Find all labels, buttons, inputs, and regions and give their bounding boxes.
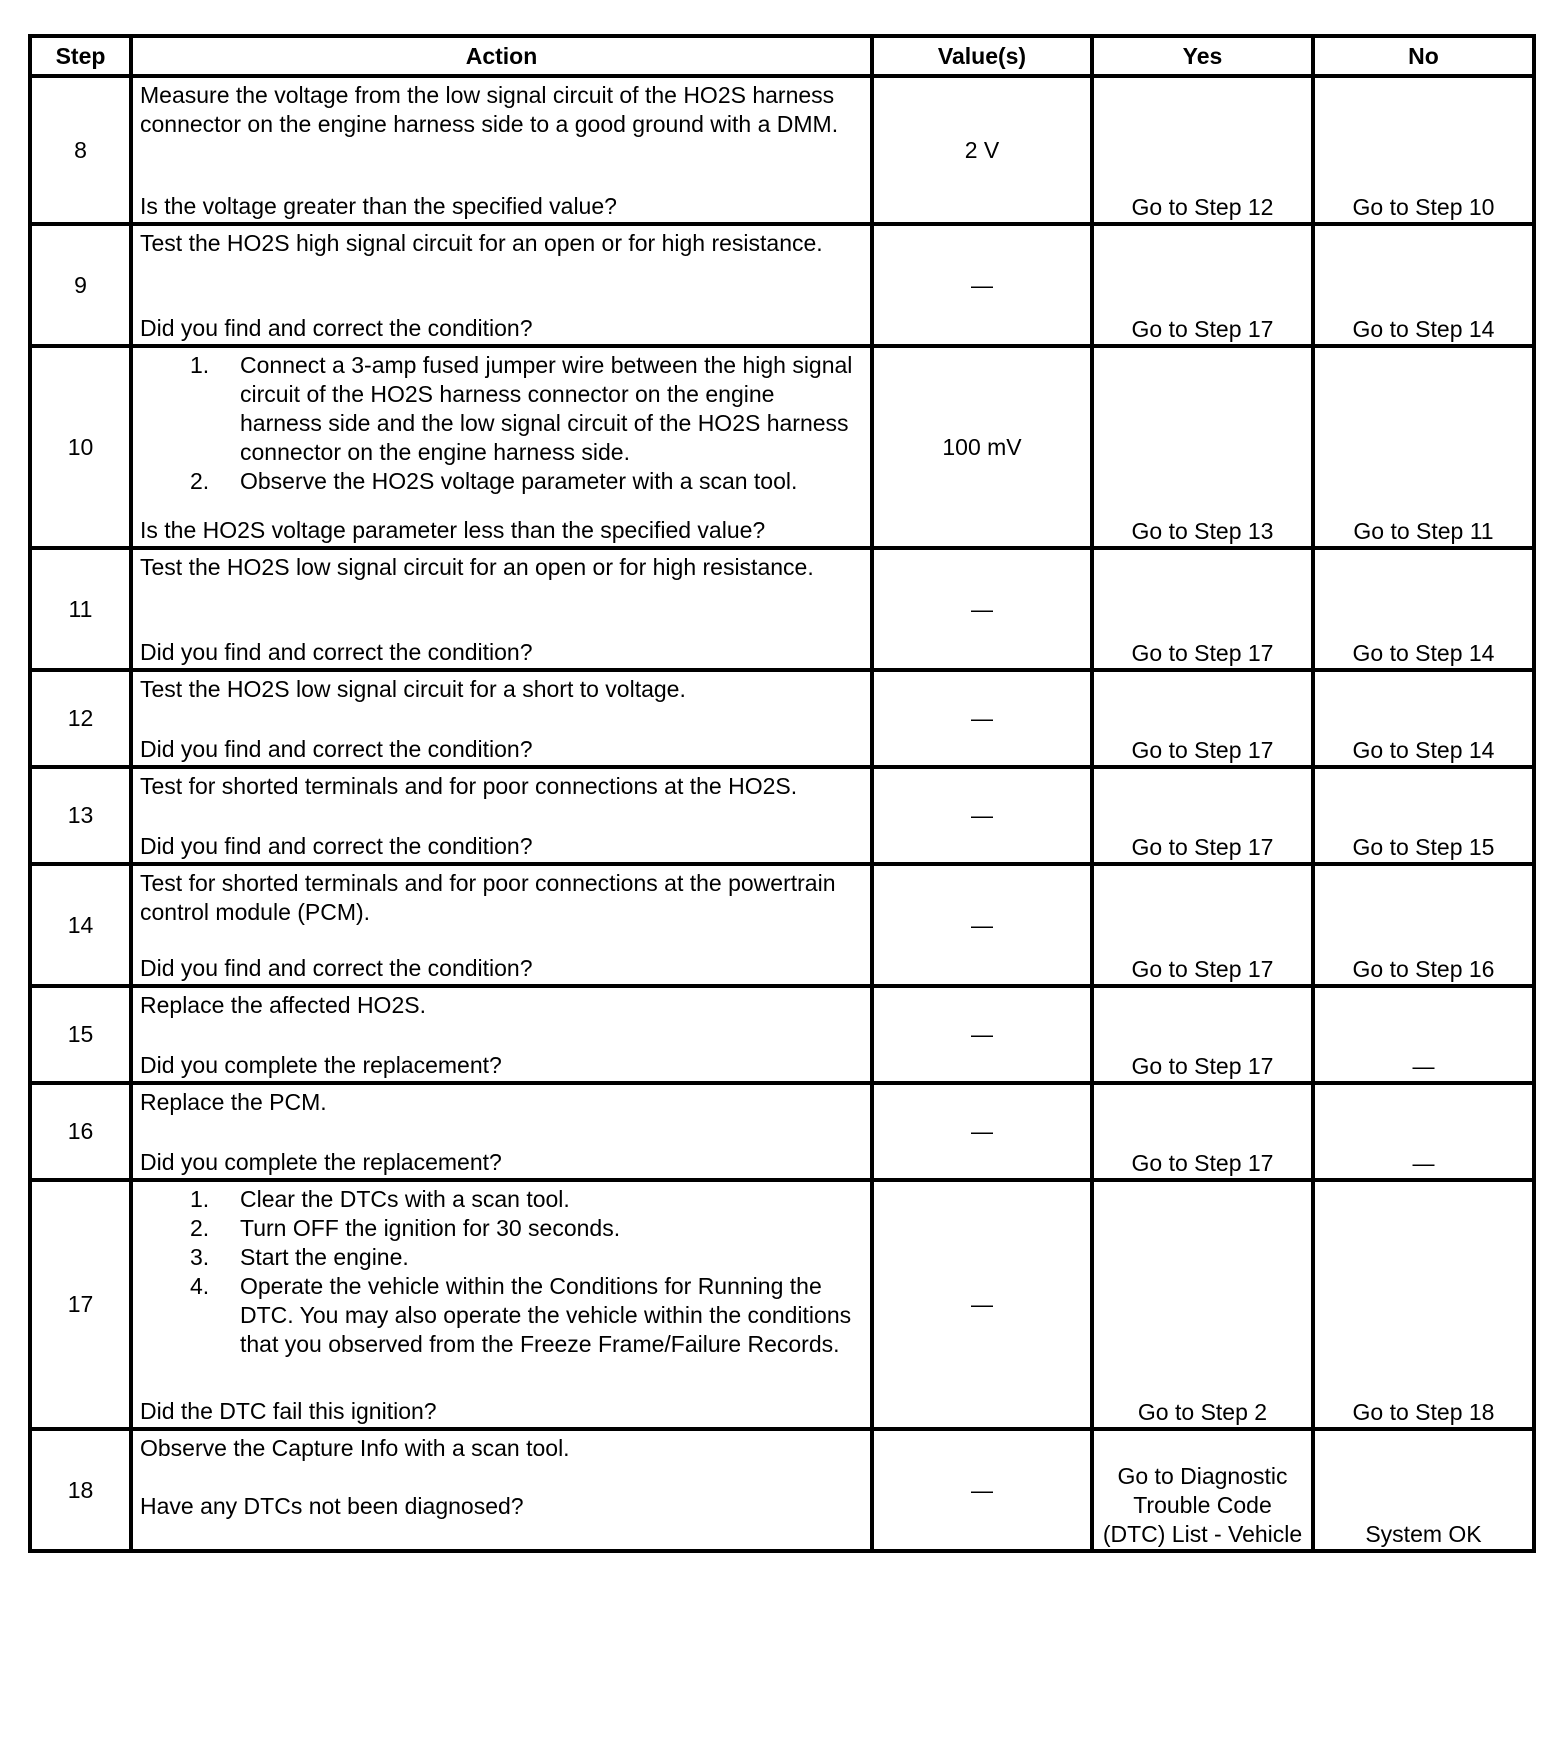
list-item	[190, 351, 862, 467]
list-item-text: Clear the DTCs with a scan tool.	[240, 1186, 570, 1212]
table-row	[30, 76, 1534, 224]
action-question: Did the DTC fail this ignition?	[140, 1398, 437, 1424]
no-cell: Go to Step 14	[1313, 548, 1534, 670]
action-instruction: Observe the Capture Info with a scan tool.	[140, 1435, 570, 1461]
action-question: Is the voltage greater than the specified value?	[140, 193, 617, 219]
table-row	[30, 1083, 1534, 1180]
no-cell: Go to Step 14	[1313, 670, 1534, 767]
yes-cell: Go to Step 2	[1092, 1180, 1313, 1429]
list-item-text: Operate the vehicle within the Conditions for Running the DTC. You may also operate the vehicle within the conditions that you observed from the Freeze Frame/Failure Records.	[240, 1273, 852, 1357]
yes-cell: Go to Step 17	[1092, 548, 1313, 670]
list-item	[190, 467, 862, 496]
header-no: No	[1313, 36, 1534, 76]
yes-cell: Go to Step 12	[1092, 76, 1313, 224]
action-instruction: Test the HO2S high signal circuit for an open or for high resistance.	[140, 230, 823, 256]
value-cell: —	[872, 1180, 1092, 1429]
action-cell	[131, 767, 872, 864]
yes-cell: Go to Step 17	[1092, 670, 1313, 767]
no-cell: Go to Step 14	[1313, 224, 1534, 346]
value-cell: —	[872, 767, 1092, 864]
table-row	[30, 767, 1534, 864]
action-steps-list	[140, 351, 862, 496]
action-cell	[131, 346, 872, 548]
action-question: Did you complete the replacement?	[140, 1052, 502, 1078]
table-row	[30, 1180, 1534, 1429]
no-cell: —	[1313, 1083, 1534, 1180]
yes-cell	[1092, 1429, 1313, 1551]
no-cell: Go to Step 18	[1313, 1180, 1534, 1429]
yes-cell: Go to Step 13	[1092, 346, 1313, 548]
list-item-number: 3.	[190, 1244, 210, 1270]
value-cell: 100 mV	[872, 346, 1092, 548]
header-values: Value(s)	[872, 36, 1092, 76]
action-instruction: Replace the affected HO2S.	[140, 992, 426, 1018]
no-cell: Go to Step 16	[1313, 864, 1534, 986]
action-cell	[131, 670, 872, 767]
header-action: Action	[131, 36, 872, 76]
value-cell: —	[872, 224, 1092, 346]
no-cell: —	[1313, 986, 1534, 1083]
action-instruction: Test for shorted terminals and for poor connections at the HO2S.	[140, 773, 798, 799]
action-question: Did you find and correct the condition?	[140, 736, 533, 762]
step-number: 9	[30, 224, 131, 346]
action-cell	[131, 1429, 872, 1551]
action-question: Did you find and correct the condition?	[140, 315, 533, 341]
list-item-number: 1.	[190, 352, 210, 378]
list-item	[190, 1214, 862, 1243]
action-cell	[131, 76, 872, 224]
diagnostic-table	[28, 34, 1536, 1553]
value-cell: —	[872, 548, 1092, 670]
value-cell: 2 V	[872, 76, 1092, 224]
list-item	[190, 1185, 862, 1214]
action-cell	[131, 548, 872, 670]
step-number: 12	[30, 670, 131, 767]
step-number: 11	[30, 548, 131, 670]
step-number: 10	[30, 346, 131, 548]
action-cell	[131, 1083, 872, 1180]
table-row	[30, 224, 1534, 346]
table-row	[30, 864, 1534, 986]
action-instruction: Test for shorted terminals and for poor connections at the powertrain control module (PCM).	[140, 870, 836, 925]
action-question: Did you find and correct the condition?	[140, 955, 533, 981]
action-question: Have any DTCs not been diagnosed?	[140, 1493, 524, 1519]
action-cell	[131, 224, 872, 346]
list-item-number: 1.	[190, 1186, 210, 1212]
value-cell: —	[872, 670, 1092, 767]
action-cell	[131, 986, 872, 1083]
table-row	[30, 346, 1534, 548]
list-item-number: 2.	[190, 1215, 210, 1241]
step-number: 18	[30, 1429, 131, 1551]
action-instruction: Test the HO2S low signal circuit for an open or for high resistance.	[140, 554, 814, 580]
action-question: Did you find and correct the condition?	[140, 639, 533, 665]
step-number: 17	[30, 1180, 131, 1429]
list-item-text: Start the engine.	[240, 1244, 409, 1270]
action-instruction: Measure the voltage from the low signal circuit of the HO2S harness connector on the engine harness side to a good ground with a DMM.	[140, 82, 839, 137]
yes-cell: Go to Step 17	[1092, 224, 1313, 346]
step-number: 15	[30, 986, 131, 1083]
list-item-text: Observe the HO2S voltage parameter with a scan tool.	[240, 468, 798, 494]
step-number: 8	[30, 76, 131, 224]
no-cell: Go to Step 11	[1313, 346, 1534, 548]
no-cell: Go to Step 15	[1313, 767, 1534, 864]
header-yes: Yes	[1092, 36, 1313, 76]
action-question: Did you complete the replacement?	[140, 1149, 502, 1175]
yes-cell: Go to Step 17	[1092, 767, 1313, 864]
step-number: 14	[30, 864, 131, 986]
value-cell: —	[872, 1429, 1092, 1551]
step-number: 13	[30, 767, 131, 864]
action-instruction: Replace the PCM.	[140, 1089, 327, 1115]
step-number: 16	[30, 1083, 131, 1180]
table-row	[30, 548, 1534, 670]
action-cell	[131, 864, 872, 986]
table-row	[30, 670, 1534, 767]
list-item	[190, 1272, 862, 1359]
header-row	[30, 36, 1534, 76]
no-cell: System OK	[1313, 1429, 1534, 1551]
action-question: Is the HO2S voltage parameter less than the specified value?	[140, 517, 766, 543]
list-item	[190, 1243, 862, 1272]
yes-cell: Go to Step 17	[1092, 864, 1313, 986]
header-step: Step	[30, 36, 131, 76]
no-cell: Go to Step 10	[1313, 76, 1534, 224]
value-cell: —	[872, 986, 1092, 1083]
dtc-list-link[interactable]: Go to Diagnostic Trouble Code (DTC) List - Vehicle	[1102, 1463, 1303, 1547]
table-row	[30, 1429, 1534, 1551]
list-item-number: 2.	[190, 468, 210, 494]
list-item-text: Connect a 3-amp fused jumper wire between the high signal circuit of the HO2S harness connector on the engine harness side and the low signal circuit of the HO2S harness connector on the engine harness side.	[240, 352, 853, 465]
value-cell: —	[872, 1083, 1092, 1180]
list-item-text: Turn OFF the ignition for 30 seconds.	[240, 1215, 621, 1241]
action-steps-list	[140, 1185, 862, 1359]
action-instruction: Test the HO2S low signal circuit for a short to voltage.	[140, 676, 686, 702]
yes-cell: Go to Step 17	[1092, 986, 1313, 1083]
action-question: Did you find and correct the condition?	[140, 833, 533, 859]
action-cell	[131, 1180, 872, 1429]
table-row	[30, 986, 1534, 1083]
list-item-number: 4.	[190, 1273, 210, 1299]
yes-cell: Go to Step 17	[1092, 1083, 1313, 1180]
value-cell: —	[872, 864, 1092, 986]
